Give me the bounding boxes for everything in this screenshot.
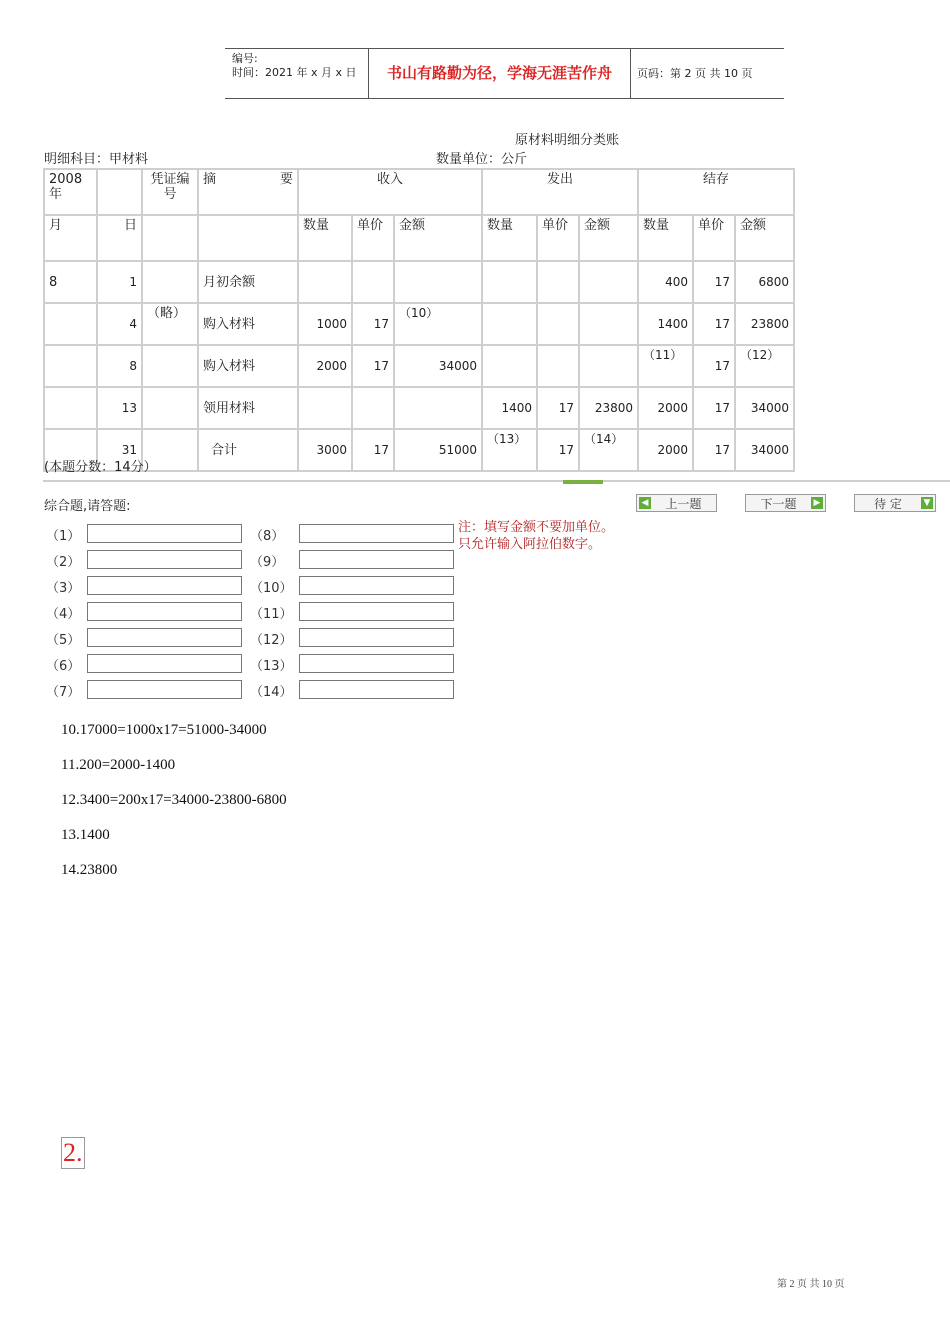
ledger-cell-bal-price: 17 [693, 429, 735, 471]
answer-label: （3） [46, 581, 81, 596]
ledger-cell-day: 8 [97, 345, 142, 387]
ledger-row [44, 387, 794, 429]
ledger-row [44, 261, 794, 303]
head-bal-amount: 金额 [735, 215, 794, 261]
serial-label: 编号: [232, 52, 258, 65]
ledger-row [44, 345, 794, 387]
ledger-cell-day: 1 [97, 261, 142, 303]
ledger-cell-day: 31 [97, 429, 142, 471]
answer-line: 10.17000=1000x17=51000-34000 [61, 722, 267, 738]
answer-label: （10） [250, 581, 293, 596]
head-in-qty: 数量 [298, 215, 352, 261]
ledger-cell-in-qty [298, 261, 352, 303]
answer-input[interactable] [87, 628, 242, 647]
ledger-cell-month [44, 303, 97, 345]
head-issue: 发出 [482, 169, 638, 215]
answer-input[interactable] [87, 654, 242, 673]
ledger-row [44, 303, 794, 345]
ledger-title: 原材料明细分类账 [515, 133, 620, 148]
note-line-2: 只允许输入阿拉伯数字。 [458, 537, 602, 552]
answer-label: （8） [250, 529, 285, 544]
ledger-cell-summary: 领用材料 [198, 387, 298, 429]
answer-label: （4） [46, 607, 81, 622]
answer-line: 12.3400=200x17=34000-23800-6800 [61, 792, 287, 808]
ledger-cell-day: 13 [97, 387, 142, 429]
page-footer: 第 2 页 共 10 页 [777, 1279, 845, 1290]
ledger-head-row-1 [44, 169, 794, 215]
answer-label: （7） [46, 685, 81, 700]
ledger-table [43, 168, 795, 472]
ledger-cell-voucher [142, 387, 198, 429]
ledger-cell-bal-qty: 400 [638, 261, 693, 303]
head-voucher-sub [142, 215, 198, 261]
ledger-cell-in-amt [394, 261, 482, 303]
answer-line: 14.23800 [61, 862, 118, 878]
head-in-price: 单价 [352, 215, 394, 261]
head-bal-qty: 数量 [638, 215, 693, 261]
ledger-cell-out-amt [579, 345, 638, 387]
head-balance: 结存 [638, 169, 794, 215]
answer-input[interactable] [87, 602, 242, 621]
answer-label: （11） [250, 607, 293, 622]
answer-label: （14） [250, 685, 293, 700]
head-bal-price: 单价 [693, 215, 735, 261]
head-voucher: 凭证编号 [142, 169, 198, 215]
ledger-cell-month: 8 [44, 261, 97, 303]
ledger-cell-summary: 购入材料 [198, 345, 298, 387]
ledger-cell-bal-price: 17 [693, 303, 735, 345]
answer-input[interactable] [299, 654, 454, 673]
ledger-cell-bal-amt: 34000 [735, 387, 794, 429]
ledger-cell-month [44, 387, 97, 429]
ledger-cell-month [44, 345, 97, 387]
divider-handle[interactable] [563, 480, 603, 484]
ledger-cell-out-qty [482, 261, 537, 303]
score-label: (本题分数：14分） [44, 460, 157, 475]
ledger-cell-bal-price: 17 [693, 387, 735, 429]
answer-label: （5） [46, 633, 81, 648]
answer-input[interactable] [299, 602, 454, 621]
ledger-cell-in-price: 17 [352, 345, 394, 387]
arrow-right-icon: ▶ [811, 497, 823, 509]
page-header [225, 48, 784, 99]
ledger-cell-bal-qty: （11） [638, 345, 693, 387]
ledger-cell-bal-price: 17 [693, 261, 735, 303]
head-out-amount: 金额 [579, 215, 638, 261]
ledger-cell-in-amt [394, 387, 482, 429]
ledger-cell-out-amt [579, 261, 638, 303]
ledger-cell-in-price: 17 [352, 429, 394, 471]
ledger-cell-in-qty: 3000 [298, 429, 352, 471]
ledger-cell-out-qty [482, 303, 537, 345]
arrow-down-icon: ▼ [921, 497, 933, 509]
answer-line: 11.200=2000-1400 [61, 757, 176, 773]
ledger-cell-in-amt: （10） [394, 303, 482, 345]
ledger-cell-out-price [537, 303, 579, 345]
ledger-cell-out-qty: （13） [482, 429, 537, 471]
section-divider [43, 480, 950, 482]
next-label: 下一题 [760, 497, 797, 511]
answer-label: （6） [46, 659, 81, 674]
motto: 书山有路勤为径，学海无涯苦作舟 [368, 49, 631, 98]
head-summary-sub [198, 215, 298, 261]
head-out-price: 单价 [537, 215, 579, 261]
note-line-1: 注：填写金额不要加单位。 [458, 520, 615, 535]
answer-input[interactable] [87, 680, 242, 699]
ledger-cell-in-price: 17 [352, 303, 394, 345]
head-in-amount: 金额 [394, 215, 482, 261]
ledger-cell-out-qty [482, 345, 537, 387]
next-question-number: 2. [63, 1138, 83, 1167]
ledger-cell-out-qty: 1400 [482, 387, 537, 429]
answer-input[interactable] [299, 628, 454, 647]
answer-line: 13.1400 [61, 827, 110, 843]
ledger-cell-out-price [537, 261, 579, 303]
answer-input[interactable] [87, 524, 242, 543]
pending-label: 待 定 [874, 497, 902, 511]
ledger-cell-bal-amt: 23800 [735, 303, 794, 345]
arrow-left-icon: ◀ [639, 497, 651, 509]
ledger-cell-bal-qty: 1400 [638, 303, 693, 345]
head-summary-a: 摘 [203, 172, 217, 187]
next-question-button[interactable] [745, 494, 826, 512]
ledger-cell-in-amt: 51000 [394, 429, 482, 471]
head-day: 日 [97, 215, 142, 261]
answer-input[interactable] [299, 576, 454, 595]
ledger-cell-bal-amt: （12） [735, 345, 794, 387]
page-label: 页码：第 2 页 共 10 页 [637, 67, 753, 80]
head-summary [198, 169, 298, 215]
ledger-cell-out-amt [579, 303, 638, 345]
answer-input[interactable] [299, 550, 454, 569]
answer-label: （12） [250, 633, 293, 648]
ledger-cell-voucher: （略） [142, 303, 198, 345]
ledger-head-row-2 [44, 215, 794, 261]
ledger-cell-in-price [352, 387, 394, 429]
ledger-cell-voucher [142, 261, 198, 303]
input-note [458, 519, 614, 553]
ledger-cell-in-price [352, 261, 394, 303]
answer-input[interactable] [299, 524, 454, 543]
ledger-cell-bal-qty: 2000 [638, 429, 693, 471]
ledger-cell-summary: 购入材料 [198, 303, 298, 345]
ledger-cell-bal-qty: 2000 [638, 387, 693, 429]
head-year: 2008 年 [44, 169, 97, 215]
ledger-cell-out-price [537, 345, 579, 387]
answer-label: （9） [250, 555, 285, 570]
date-label: 时间：2021 年 x 月 x 日 [232, 66, 357, 79]
answer-input[interactable] [87, 576, 242, 595]
answer-input[interactable] [299, 680, 454, 699]
ledger-cell-day: 4 [97, 303, 142, 345]
ledger-cell-in-qty [298, 387, 352, 429]
ledger-cell-voucher [142, 345, 198, 387]
ledger-unit: 数量单位：公斤 [436, 152, 528, 167]
header-meta [225, 49, 368, 98]
pending-button[interactable] [854, 494, 936, 512]
ledger-cell-out-price: 17 [537, 429, 579, 471]
head-blank [97, 169, 142, 215]
ledger-cell-in-qty: 2000 [298, 345, 352, 387]
answer-label: （13） [250, 659, 293, 674]
ledger-cell-bal-amt: 34000 [735, 429, 794, 471]
head-month: 月 [44, 215, 97, 261]
head-out-qty: 数量 [482, 215, 537, 261]
answer-label: （1） [46, 529, 81, 544]
ledger-cell-out-price: 17 [537, 387, 579, 429]
prev-question-button[interactable] [636, 494, 717, 512]
head-receipt: 收入 [298, 169, 482, 215]
ledger-cell-in-amt: 34000 [394, 345, 482, 387]
ledger-cell-in-qty: 1000 [298, 303, 352, 345]
ledger-cell-out-amt: （14） [579, 429, 638, 471]
head-summary-b: 要 [279, 172, 293, 187]
ledger-cell-summary: 月初余额 [198, 261, 298, 303]
answer-input[interactable] [87, 550, 242, 569]
ledger-cell-summary: 合计 [198, 429, 298, 471]
ledger-cell-bal-price: 17 [693, 345, 735, 387]
quiz-prompt: 综合题,请答题: [44, 499, 131, 514]
ledger-account: 明细科目：甲材料 [44, 152, 149, 167]
answer-label: （2） [46, 555, 81, 570]
ledger-cell-bal-amt: 6800 [735, 261, 794, 303]
prev-label: 上一题 [665, 497, 702, 511]
ledger-cell-out-amt: 23800 [579, 387, 638, 429]
